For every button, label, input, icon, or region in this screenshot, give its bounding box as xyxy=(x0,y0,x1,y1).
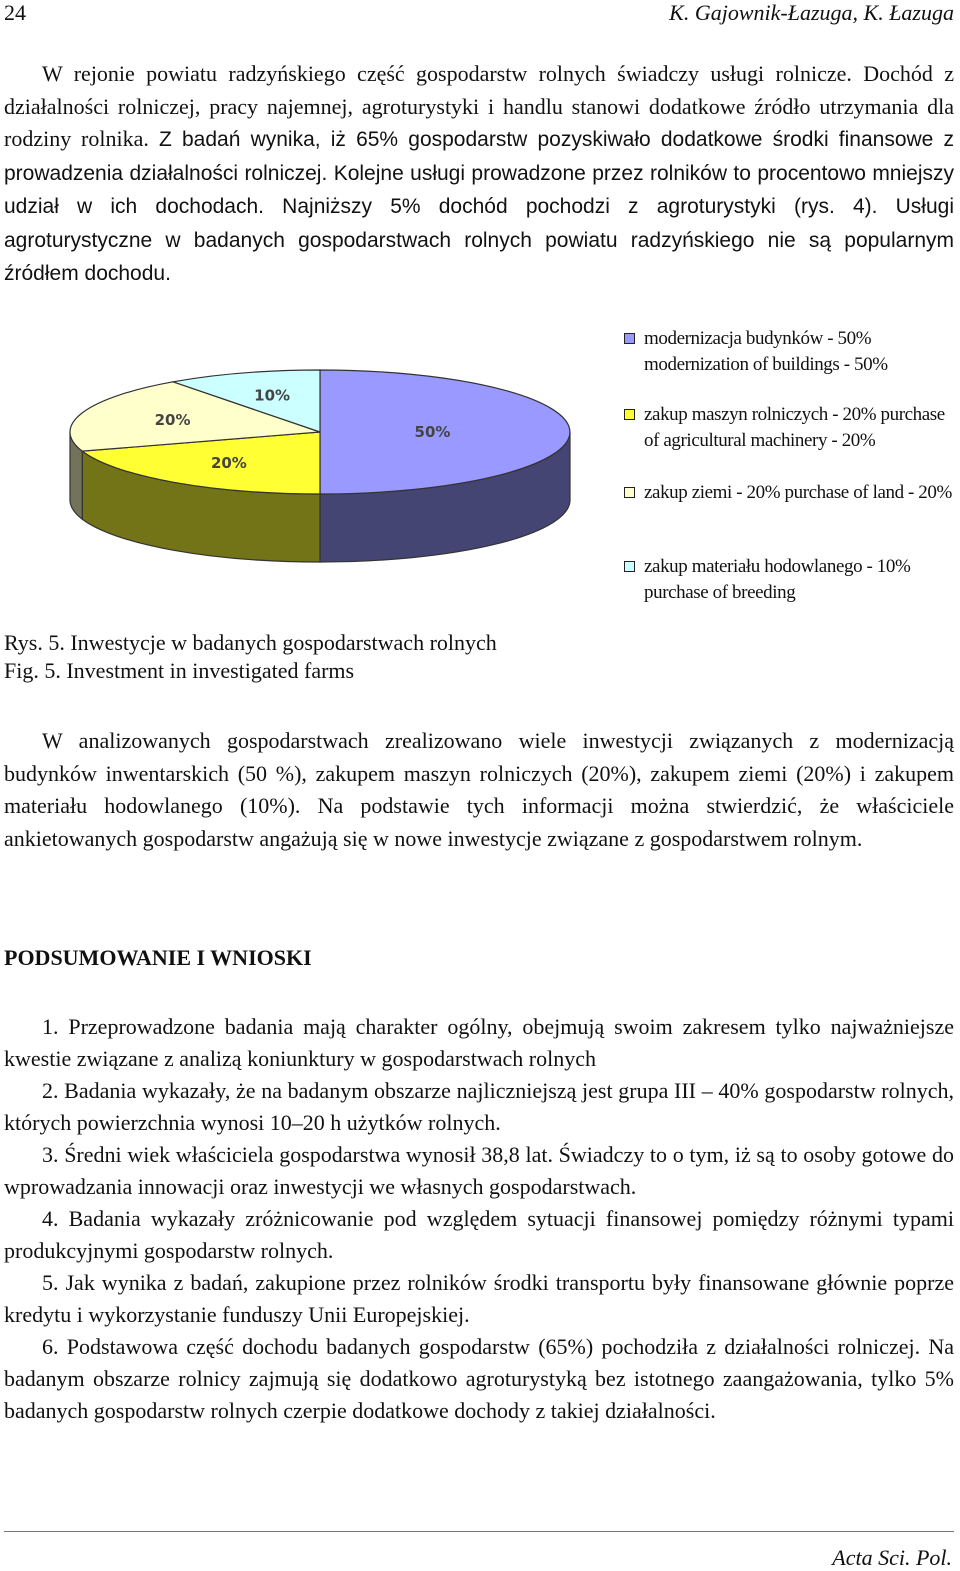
conclusion-item: 2. Badania wykazały, że na badanym obszarze najliczniejszą jest grupa III – 40% gospodarstw rolnych, których powierzchnia wynosi 10–20 h użytków rolnych. xyxy=(4,1078,954,1135)
intro-paragraph xyxy=(4,58,954,291)
pie-label-machinery: 20% xyxy=(210,454,247,473)
page-number: 24 xyxy=(4,0,26,25)
figure-caption-polish: Rys. 5. Inwestycje w badanych gospodarstwach rolnych xyxy=(4,630,497,655)
conclusion-item: 5. Jak wynika z badań, zakupione przez rolników środki transportu były finansowane głównie poprze kredytu i wykorzystanie funduszy Unii Europejskiej. xyxy=(4,1270,954,1327)
legend-swatch-land xyxy=(624,487,635,498)
intro-paragraph-sans: Z badań wynika, iż 65% gospodarstw pozyskiwało dodatkowe środki finansowe z prowadzenia działalności rolniczej. Kolejne usługi prowadzone przez rolników to procentowo mniejszy udział w ich dochodach. Najniższy 5% dochód pochodzi z agroturystyki (rys. 4). Usługi agroturystyczne w badanych gospodarstwach rolnych powiatu radzyńskiego nie są popularnym źródłem dochodu. xyxy=(4,128,954,285)
conclusion-item: 1. Przeprowadzone badania mają charakter ogólny, obejmują swoim zakresem tylko najważniejsze kwestie związane z analizą koniunktury w gospodarstwach rolnych xyxy=(4,1014,954,1071)
footer-divider xyxy=(4,1531,954,1532)
conclusion-item: 6. Podstawowa część dochodu badanych gospodarstw (65%) pochodziła z działalności rolniczej. Na badanym obszarze rolnicy zajmują się dodatkowo agroturystyką bez istotnego zaangażowania, tylko 5% badanych gospodarstw rolnych czerpie dodatkowe dochody z takiej działalności. xyxy=(4,1334,954,1423)
legend-label-breeding: zakup materiału hodowlanego - 10% purchase of breeding xyxy=(644,556,911,603)
legend-swatch-machinery xyxy=(624,409,635,420)
pie-label-land: 20% xyxy=(154,411,191,430)
section-title: PODSUMOWANIE I WNIOSKI xyxy=(4,945,312,970)
legend-label-machinery: zakup maszyn rolniczych - 20% purchase of agricultural machinery - 20% xyxy=(644,404,945,451)
legend-label-land: zakup ziemi - 20% purchase of land - 20% xyxy=(644,482,952,503)
running-header-authors: K. Gajownik-Łazuga, K. Łazuga xyxy=(669,0,954,25)
intro-paragraph-serif: W rejonie powiatu radzyńskiego część gospodarstw rolnych świadczy usługi rolnicze. Dochód z działalności rolniczej, pracy najemnej, agroturystyki i handlu stanowi dodatkowe źródło utrzymania dla rodziny rolnika. xyxy=(4,61,954,151)
pie-label-breeding: 10% xyxy=(254,386,291,405)
legend-label-buildings: modernizacja budynków - 50% modernization of buildings - 50% xyxy=(644,328,888,375)
legend-swatch-buildings xyxy=(624,333,635,344)
conclusion-item: 3. Średni wiek właściciela gospodarstwa wynosił 38,8 lat. Świadczy to o tym, iż są to osoby gotowe do wprowadzania innowacji oraz inwestycji we własnych gospodarstwach. xyxy=(4,1142,954,1199)
conclusion-item: 4. Badania wykazały zróżnicowanie pod względem sytuacji finansowej pomiędzy różnymi typami produkcyjnymi gospodarstw rolnych. xyxy=(4,1206,954,1263)
figure-caption-english: Fig. 5. Investment in investigated farms xyxy=(4,658,355,683)
legend-swatch-breeding xyxy=(624,561,635,572)
pie-label-buildings: 50% xyxy=(414,423,451,441)
conclusions-list xyxy=(4,1011,954,1427)
footer-journal: Acta Sci. Pol. xyxy=(832,1545,952,1570)
investment-pie-chart xyxy=(60,360,580,600)
analysis-paragraph: W analizowanych gospodarstwach zrealizowano wiele inwestycji związanych z modernizacją budynków inwentarskich (50 %), zakupem maszyn rolniczych (20%), zakupem ziemi (20%) i zakupem materiału hodowlanego (10%). Na podstawie tych informacji można stwierdzić, że właściciele ankietowanych gospodarstw angażują się w nowe inwestycje związane z gospodarstwem rolnym. xyxy=(4,728,954,851)
